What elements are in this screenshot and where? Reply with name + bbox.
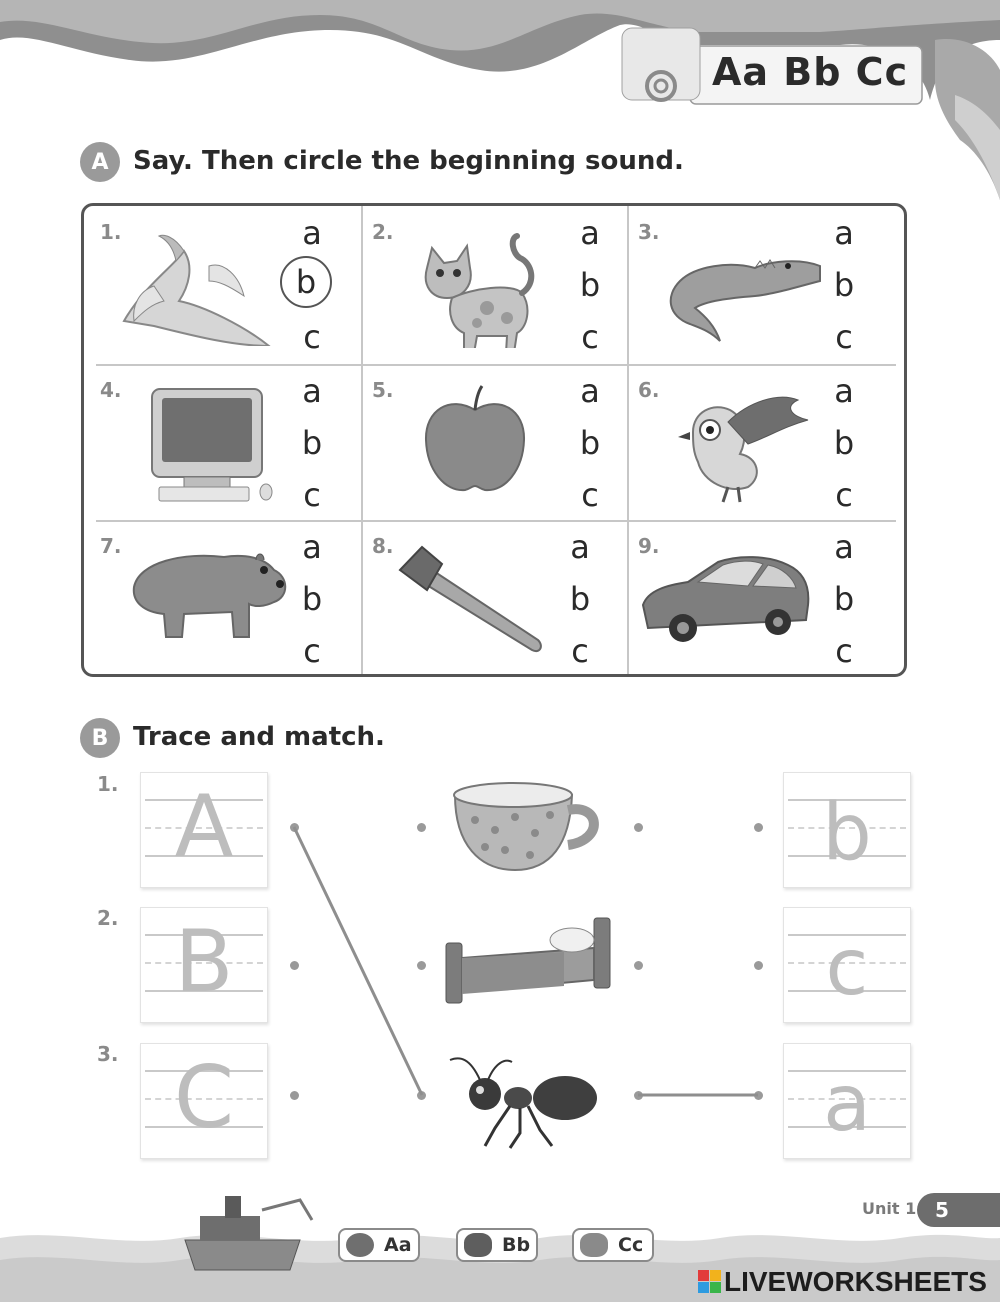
- item-number: 8.: [372, 534, 394, 558]
- liveworksheets-logo-icon: [698, 1270, 722, 1294]
- option-b[interactable]: b: [301, 580, 323, 618]
- apple-icon: [346, 1233, 374, 1257]
- item-cell-8: [362, 520, 628, 678]
- footer-tab-label: Bb: [502, 1234, 531, 1256]
- item-number: 5.: [372, 378, 394, 402]
- trace-box-upper[interactable]: [140, 907, 268, 1023]
- option-a[interactable]: a: [580, 372, 600, 410]
- option-c[interactable]: c: [571, 632, 589, 670]
- match-dot[interactable]: [634, 823, 643, 832]
- trace-letter[interactable]: c: [825, 923, 869, 1013]
- bear-image: [124, 542, 294, 652]
- car-image: [638, 550, 818, 650]
- option-c[interactable]: c: [303, 476, 321, 514]
- match-dot[interactable]: [417, 823, 426, 832]
- section-a-badge: A: [80, 142, 120, 182]
- item-number: 7.: [100, 534, 122, 558]
- exercise-a-grid: [81, 203, 907, 677]
- footer-tab-label: Aa: [384, 1234, 412, 1256]
- item-number: 1.: [100, 220, 122, 244]
- row-number: 1.: [97, 772, 119, 796]
- trace-letter[interactable]: A: [174, 777, 234, 877]
- ant-image: [440, 1048, 605, 1153]
- option-b[interactable]: b: [301, 424, 323, 462]
- option-b[interactable]: b: [833, 424, 855, 462]
- match-dot[interactable]: [290, 823, 299, 832]
- option-b[interactable]: b: [579, 424, 601, 462]
- match-dot[interactable]: [290, 1091, 299, 1100]
- option-c[interactable]: c: [835, 318, 853, 356]
- item-cell-6: [628, 364, 894, 522]
- footer-tab-aa: [338, 1228, 420, 1262]
- item-cell-9: [628, 520, 894, 678]
- item-number: 3.: [638, 220, 660, 244]
- match-dot[interactable]: [417, 961, 426, 970]
- trace-box-upper[interactable]: [140, 772, 268, 888]
- option-b[interactable]: b: [579, 266, 601, 304]
- item-cell-2: [362, 206, 628, 364]
- option-c[interactable]: c: [835, 476, 853, 514]
- match-dot[interactable]: [634, 1091, 643, 1100]
- item-cell-4: [84, 364, 350, 522]
- item-number: 6.: [638, 378, 660, 402]
- page-number: 5: [917, 1193, 1000, 1227]
- item-cell-3: [628, 206, 894, 364]
- cat-icon: [580, 1233, 608, 1257]
- option-b[interactable]: b: [833, 580, 855, 618]
- trace-letter[interactable]: B: [174, 912, 234, 1012]
- brand-watermark: LIVEWORKSHEETS: [724, 1266, 987, 1297]
- item-number: 4.: [100, 378, 122, 402]
- computer-image: [144, 384, 284, 509]
- match-dot[interactable]: [754, 823, 763, 832]
- option-a[interactable]: a: [302, 214, 322, 252]
- apple-image: [420, 380, 530, 500]
- option-a[interactable]: a: [834, 372, 854, 410]
- option-a[interactable]: a: [834, 214, 854, 252]
- option-c[interactable]: c: [835, 632, 853, 670]
- section-a-instruction: Say. Then circle the beginning sound.: [133, 146, 684, 176]
- cup-image: [450, 775, 605, 875]
- bear-icon: [464, 1233, 492, 1257]
- option-c[interactable]: c: [581, 318, 599, 356]
- trace-box-lower[interactable]: [783, 907, 911, 1023]
- item-cell-7: [84, 520, 350, 678]
- option-c[interactable]: c: [303, 318, 321, 356]
- trace-letter[interactable]: b: [822, 788, 872, 878]
- row-number: 3.: [97, 1042, 119, 1066]
- option-b-circled[interactable]: b: [280, 256, 332, 308]
- trace-letter[interactable]: a: [823, 1059, 871, 1149]
- trace-box-upper[interactable]: [140, 1043, 268, 1159]
- option-c[interactable]: c: [581, 476, 599, 514]
- unit-label: Unit 1: [862, 1199, 917, 1218]
- match-dot[interactable]: [754, 1091, 763, 1100]
- trace-box-lower[interactable]: [783, 1043, 911, 1159]
- match-dot[interactable]: [634, 961, 643, 970]
- option-c[interactable]: c: [303, 632, 321, 670]
- match-dot[interactable]: [417, 1091, 426, 1100]
- item-number: 9.: [638, 534, 660, 558]
- banana-image: [114, 226, 274, 346]
- cat-image: [402, 228, 542, 348]
- option-a[interactable]: a: [302, 372, 322, 410]
- alligator-image: [660, 246, 830, 346]
- option-a[interactable]: a: [580, 214, 600, 252]
- bird-image: [668, 382, 818, 507]
- option-a[interactable]: a: [834, 528, 854, 566]
- footer-tab-bb: [456, 1228, 538, 1262]
- section-b-badge: B: [80, 718, 120, 758]
- row-number: 2.: [97, 906, 119, 930]
- match-dot[interactable]: [290, 961, 299, 970]
- item-cell-5: [362, 364, 628, 522]
- section-b-instruction: Trace and match.: [133, 722, 385, 752]
- axe-image: [392, 542, 562, 662]
- option-b[interactable]: b: [833, 266, 855, 304]
- footer-tab-label: Cc: [618, 1234, 644, 1256]
- trace-letter[interactable]: C: [173, 1048, 235, 1148]
- boat-icon: [185, 1196, 312, 1270]
- item-cell-1: [84, 206, 350, 364]
- trace-box-lower[interactable]: [783, 772, 911, 888]
- match-line-A-ant: [294, 827, 422, 1095]
- option-a[interactable]: a: [570, 528, 590, 566]
- item-number: 2.: [372, 220, 394, 244]
- option-b[interactable]: b: [569, 580, 591, 618]
- match-dot[interactable]: [754, 961, 763, 970]
- footer-tab-cc: [572, 1228, 654, 1262]
- bed-image: [444, 908, 614, 1008]
- header-title: Aa Bb Cc: [712, 50, 909, 94]
- option-a[interactable]: a: [302, 528, 322, 566]
